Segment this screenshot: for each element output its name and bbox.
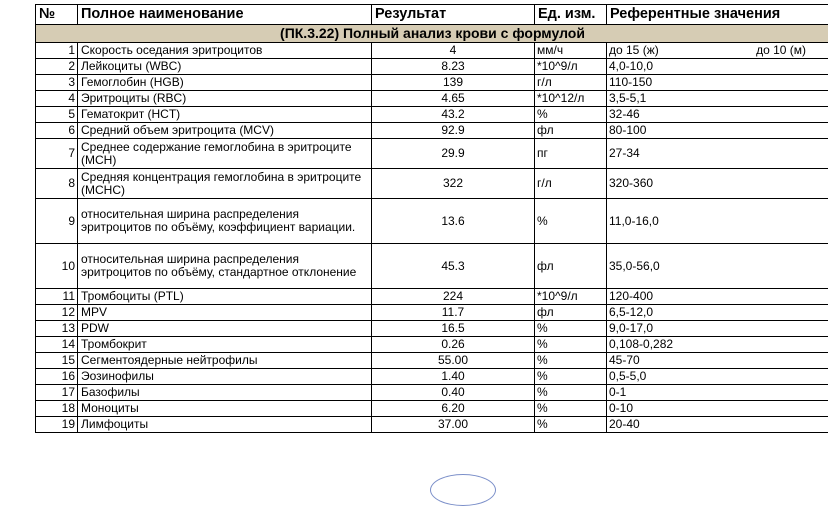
row-unit: г/л <box>535 169 607 199</box>
row-reference: 320-360 <box>607 169 828 199</box>
table-row <box>36 417 828 433</box>
row-unit: % <box>535 353 607 369</box>
row-reference: 3,5-5,1 <box>607 91 828 107</box>
row-unit: *10^12/л <box>535 91 607 107</box>
row-number: 18 <box>36 401 78 417</box>
row-unit: % <box>535 417 607 433</box>
row-unit: фл <box>535 123 607 139</box>
row-number: 16 <box>36 369 78 385</box>
row-name: Эритроциты (RBC) <box>78 91 372 107</box>
row-reference: 4,0-10,0 <box>607 59 828 75</box>
table-row <box>36 369 828 385</box>
header-name: Полное наименование <box>78 5 372 25</box>
row-result: 37.00 <box>372 417 535 433</box>
row-result: 43.2 <box>372 107 535 123</box>
table-row <box>36 337 828 353</box>
table-row <box>36 385 828 401</box>
row-unit: мм/ч <box>535 43 607 59</box>
row-reference: 110-150 <box>607 75 828 91</box>
row-reference: 0-1 <box>607 385 828 401</box>
row-number: 19 <box>36 417 78 433</box>
row-result: 0.40 <box>372 385 535 401</box>
row-name: относительная ширина распределения эритроцитов по объёму, коэффициент вариации. <box>78 199 372 244</box>
table-row <box>36 321 828 337</box>
row-result: 1.40 <box>372 369 535 385</box>
row-unit: фл <box>535 244 607 289</box>
row-reference: 32-46 <box>607 107 828 123</box>
row-number: 8 <box>36 169 78 199</box>
row-result: 29.9 <box>372 139 535 169</box>
row-reference <box>607 43 828 59</box>
row-name: Эозинофилы <box>78 369 372 385</box>
section-row <box>36 25 828 43</box>
table-row <box>36 401 828 417</box>
row-result: 0.26 <box>372 337 535 353</box>
row-result: 13.6 <box>372 199 535 244</box>
row-reference: 9,0-17,0 <box>607 321 828 337</box>
row-name: Лимфоциты <box>78 417 372 433</box>
row-name: Гемоглобин (HGB) <box>78 75 372 91</box>
row-unit: % <box>535 321 607 337</box>
row-reference: 80-100 <box>607 123 828 139</box>
row-result: 4 <box>372 43 535 59</box>
row-number: 15 <box>36 353 78 369</box>
row-unit: % <box>535 385 607 401</box>
table-row <box>36 123 828 139</box>
reference-male: до 10 (м) <box>756 44 806 57</box>
reference-female: до 15 (ж) <box>609 44 659 57</box>
row-unit: фл <box>535 305 607 321</box>
row-reference: 0-10 <box>607 401 828 417</box>
row-result: 55.00 <box>372 353 535 369</box>
row-result: 11.7 <box>372 305 535 321</box>
table-row <box>36 169 828 199</box>
row-result: 139 <box>372 75 535 91</box>
row-unit: *10^9/л <box>535 59 607 75</box>
row-name: PDW <box>78 321 372 337</box>
row-unit: % <box>535 107 607 123</box>
row-reference: 0,5-5,0 <box>607 369 828 385</box>
row-number: 10 <box>36 244 78 289</box>
row-result: 92.9 <box>372 123 535 139</box>
row-reference: 45-70 <box>607 353 828 369</box>
row-result: 4.65 <box>372 91 535 107</box>
row-unit: г/л <box>535 75 607 91</box>
table-row <box>36 59 828 75</box>
table-row <box>36 75 828 91</box>
row-reference: 35,0-56,0 <box>607 244 828 289</box>
table-row <box>36 289 828 305</box>
row-name: Сегментоядерные нейтрофилы <box>78 353 372 369</box>
row-name: Средний объем эритроцита (MCV) <box>78 123 372 139</box>
table-row <box>36 305 828 321</box>
row-result: 322 <box>372 169 535 199</box>
header-reference: Референтные значения <box>607 5 828 25</box>
row-name: относительная ширина распределения эритроцитов по объёму, стандартное отклонение <box>78 244 372 289</box>
row-number: 1 <box>36 43 78 59</box>
header-result: Результат <box>372 5 535 25</box>
row-number: 3 <box>36 75 78 91</box>
row-reference: 120-400 <box>607 289 828 305</box>
row-number: 7 <box>36 139 78 169</box>
row-number: 4 <box>36 91 78 107</box>
row-result: 16.5 <box>372 321 535 337</box>
table-row <box>36 139 828 169</box>
row-unit: % <box>535 199 607 244</box>
row-number: 11 <box>36 289 78 305</box>
row-number: 2 <box>36 59 78 75</box>
row-reference: 11,0-16,0 <box>607 199 828 244</box>
row-number: 17 <box>36 385 78 401</box>
row-number: 5 <box>36 107 78 123</box>
row-reference: 27-34 <box>607 139 828 169</box>
row-unit: % <box>535 401 607 417</box>
table-row <box>36 43 828 59</box>
row-number: 6 <box>36 123 78 139</box>
header-unit: Ед. изм. <box>535 5 607 25</box>
row-unit: *10^9/л <box>535 289 607 305</box>
table-row <box>36 199 828 244</box>
row-name: Лейкоциты (WBC) <box>78 59 372 75</box>
row-result: 224 <box>372 289 535 305</box>
row-name: Тромбокрит <box>78 337 372 353</box>
row-unit: пг <box>535 139 607 169</box>
section-title: (ПК.3.22) Полный анализ крови с формулой <box>36 25 828 43</box>
table-row <box>36 91 828 107</box>
row-name: Моноциты <box>78 401 372 417</box>
results-table <box>35 4 828 433</box>
row-name: Скорость оседания эритроцитов <box>78 43 372 59</box>
row-reference: 20-40 <box>607 417 828 433</box>
row-name: Средняя концентрация гемоглобина в эритроците (MCHC) <box>78 169 372 199</box>
row-result: 6.20 <box>372 401 535 417</box>
row-number: 9 <box>36 199 78 244</box>
row-number: 13 <box>36 321 78 337</box>
row-number: 14 <box>36 337 78 353</box>
row-name: Тромбоциты (PTL) <box>78 289 372 305</box>
header-num: № <box>36 5 78 25</box>
row-name: Среднее содержание гемоглобина в эритроците (MCH) <box>78 139 372 169</box>
row-name: Базофилы <box>78 385 372 401</box>
table-row <box>36 107 828 123</box>
table-row <box>36 353 828 369</box>
row-reference: 6,5-12,0 <box>607 305 828 321</box>
row-result: 45.3 <box>372 244 535 289</box>
header-row <box>36 5 828 25</box>
table-row <box>36 244 828 289</box>
row-unit: % <box>535 369 607 385</box>
row-reference: 0,108-0,282 <box>607 337 828 353</box>
row-result: 8.23 <box>372 59 535 75</box>
row-number: 12 <box>36 305 78 321</box>
row-name: Гематокрит (HCT) <box>78 107 372 123</box>
stamp-seal <box>430 474 496 506</box>
row-name: MPV <box>78 305 372 321</box>
row-unit: % <box>535 337 607 353</box>
